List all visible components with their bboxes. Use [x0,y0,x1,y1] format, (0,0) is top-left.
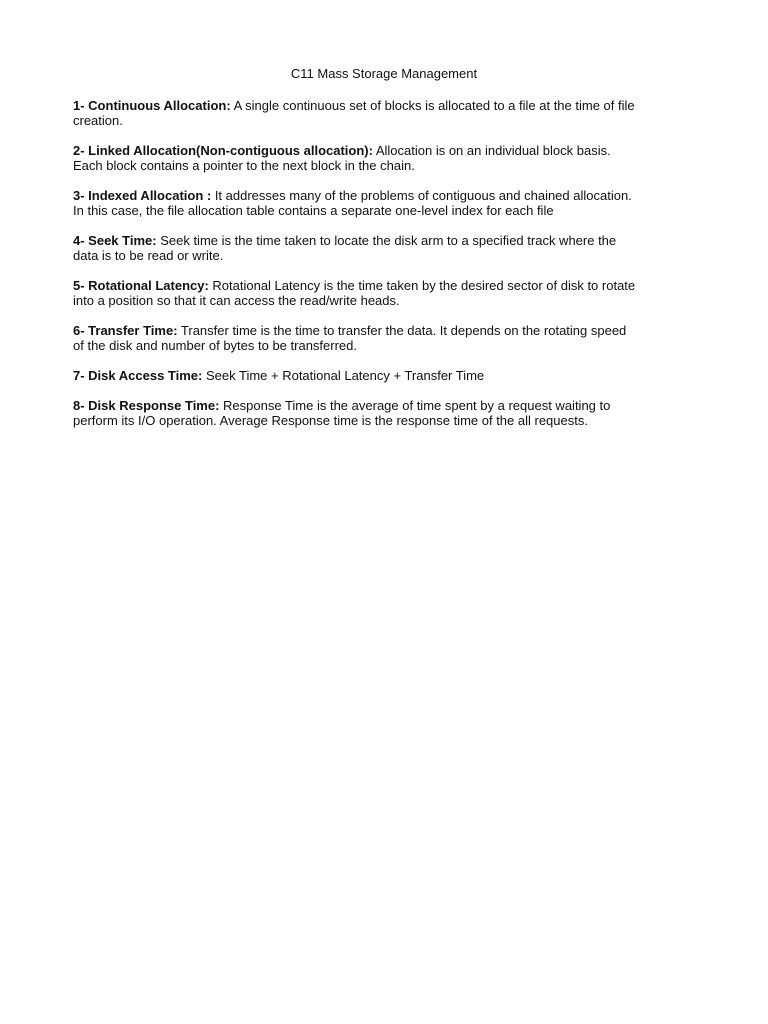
definition-text: Transfer time is the time to transfer the data. It depends on the rotating speed of the disk and number of bytes to be transferred. [73,323,627,353]
definition-text: Response Time is the average of time spent by a request waiting to perform its I/O operation. Average Response time is the response time of the all requests. [73,398,611,428]
definition-list [73,98,703,443]
definition-term: 2- Linked Allocation(Non-contiguous allocation): [73,143,373,158]
definition-term: 5- Rotational Latency: [73,278,209,293]
definition-term: 8- Disk Response Time: [73,398,220,413]
definition-text: It addresses many of the problems of contiguous and chained allocation. In this case, the file allocation table contains a separate one-level index for each file [73,188,632,218]
definition-entry-indexed-allocation [73,188,703,218]
definition-entry-disk-response-time [73,398,703,428]
definition-entry-seek-time [73,233,703,263]
definition-term: 7- Disk Access Time: [73,368,203,383]
definition-entry-rotational-latency [73,278,703,308]
definition-text: Seek Time + Rotational Latency + Transfer Time [202,368,485,383]
document-title: C11 Mass Storage Management [290,66,478,81]
definition-text: Seek time is the time taken to locate the disk arm to a specified track where the data is to be read or write. [73,233,617,263]
definition-text: A single continuous set of blocks is allocated to a file at the time of file creation. [73,98,635,128]
definition-entry-linked-allocation [73,143,703,173]
definition-term: 1- Continuous Allocation: [73,98,231,113]
definition-term: 6- Transfer Time: [73,323,178,338]
definition-entry-continuous-allocation [73,98,703,128]
definition-term: 3- Indexed Allocation : [73,188,212,203]
definition-entry-disk-access-time [73,368,703,383]
definition-term: 4- Seek Time: [73,233,157,248]
definition-entry-transfer-time [73,323,703,353]
definition-text: Rotational Latency is the time taken by the desired sector of disk to rotate into a position so that it can access the read/write heads. [73,278,636,308]
definition-text: Allocation is on an individual block basis. Each block contains a pointer to the next block in the chain. [73,143,611,173]
